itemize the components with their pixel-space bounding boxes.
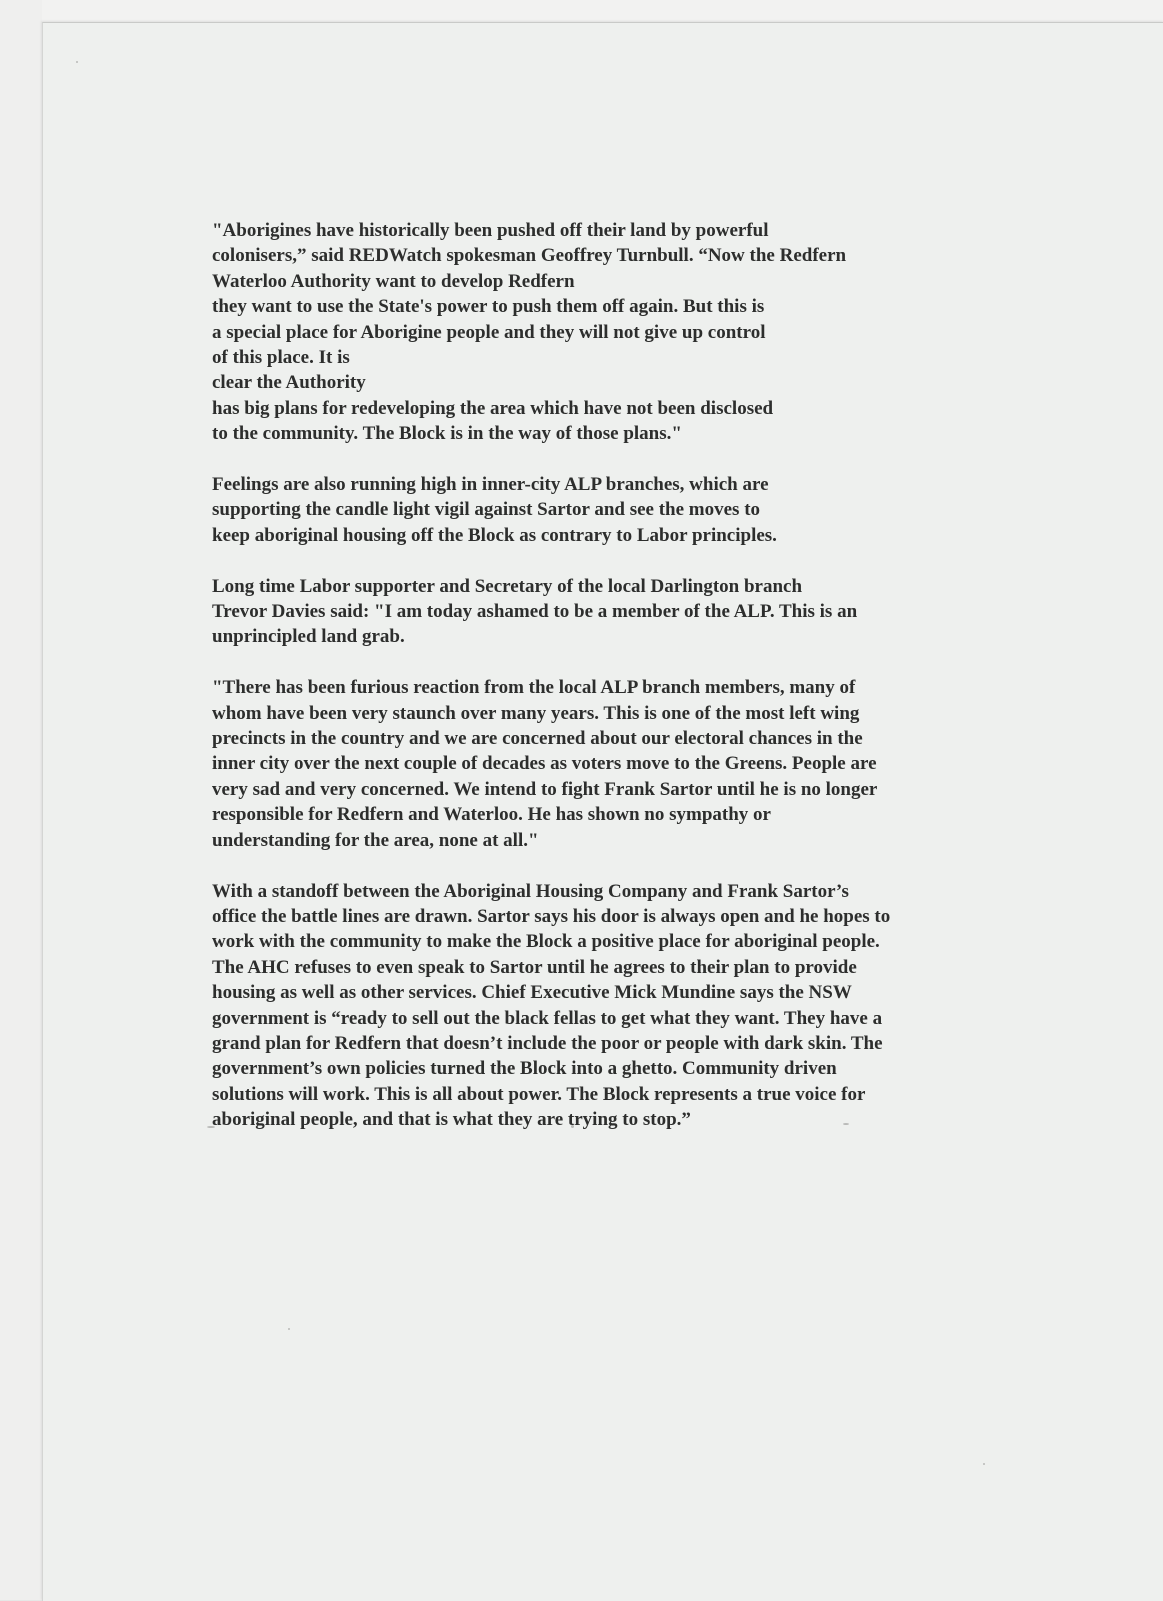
text-line: government’s own policies turned the Block into a ghetto. Community driven xyxy=(212,1058,837,1080)
text-line: a special place for Aborigine people and they will not give up control xyxy=(212,321,766,343)
text-line: housing as well as other services. Chief Executive Mick Mundine says the NSW xyxy=(212,982,852,1004)
text-line: precincts in the country and we are concerned about our electoral chances in the xyxy=(212,728,863,750)
scan-speck xyxy=(983,1463,985,1465)
paragraph-alp-branches xyxy=(212,472,1092,548)
text-line: supporting the candle light vigil against Sartor and see the moves to xyxy=(212,499,761,521)
text-line: inner city over the next couple of decades as voters move to the Greens. People are xyxy=(212,753,877,775)
text-line: they want to use the State's power to push them off again. But this is xyxy=(212,296,765,318)
text-line: government is “ready to sell out the black fellas to get what they want. They have a xyxy=(212,1007,883,1029)
text-line: aboriginal people, and that is what they are trying to stop.” xyxy=(212,1109,691,1131)
document-page xyxy=(42,22,1163,1601)
text-line: Long time Labor supporter and Secretary of the local Darlington branch xyxy=(212,575,803,597)
scan-speck xyxy=(76,61,78,63)
text-line: to the community. The Block is in the way of those plans." xyxy=(212,423,682,445)
text-line: Trevor Davies said: "I am today ashamed to be a member of the ALP. This is an xyxy=(212,601,858,623)
text-line: grand plan for Redfern that doesn’t include the poor or people with dark skin. The xyxy=(212,1032,883,1054)
scan-background-left xyxy=(0,0,42,1600)
text-line: work with the community to make the Block a positive place for aboriginal people. xyxy=(212,931,880,953)
scan-speck xyxy=(288,1328,290,1330)
text-line: whom have been very staunch over many years. This is one of the most left wing xyxy=(212,702,860,724)
text-line: The AHC refuses to even speak to Sartor until he agrees to their plan to provide xyxy=(212,956,857,978)
text-line: keep aboriginal housing off the Block as contrary to Labor principles. xyxy=(212,524,777,546)
text-line: colonisers,” said REDWatch spokesman Geoffrey Turnbull. “Now the Redfern xyxy=(212,245,847,267)
text-line: has big plans for redeveloping the area which have not been disclosed xyxy=(212,397,774,419)
paragraph-standoff xyxy=(212,879,1092,1133)
document-body xyxy=(212,218,1092,1158)
text-line: responsible for Redfern and Waterloo. He has shown no sympathy or xyxy=(212,804,771,826)
text-line: unprincipled land grab. xyxy=(212,626,405,648)
text-line: Waterloo Authority want to develop Redfern xyxy=(212,270,575,292)
scan-background-top xyxy=(0,0,1163,22)
text-line: understanding for the area, none at all." xyxy=(212,829,539,851)
text-line: very sad and very concerned. We intend to fight Frank Sartor until he is no longer xyxy=(212,778,878,800)
text-line: office the battle lines are drawn. Sartor says his door is always open and he hopes to xyxy=(212,905,891,927)
text-line: clear the Authority xyxy=(212,372,366,394)
paragraph-turnbull-quote xyxy=(212,218,1092,447)
paragraph-branch-reaction xyxy=(212,675,1092,853)
paragraph-davies-statement xyxy=(212,574,1092,650)
text-line: solutions will work. This is all about power. The Block represents a true voice for xyxy=(212,1083,866,1105)
text-line: "Aborigines have historically been pushed off their land by powerful xyxy=(212,220,769,241)
text-line: Feelings are also running high in inner-city ALP branches, which are xyxy=(212,474,769,496)
text-line: "There has been furious reaction from the local ALP branch members, many of xyxy=(212,677,856,699)
text-line: With a standoff between the Aboriginal Housing Company and Frank Sartor’s xyxy=(212,880,849,902)
text-line: of this place. It is xyxy=(212,347,350,369)
